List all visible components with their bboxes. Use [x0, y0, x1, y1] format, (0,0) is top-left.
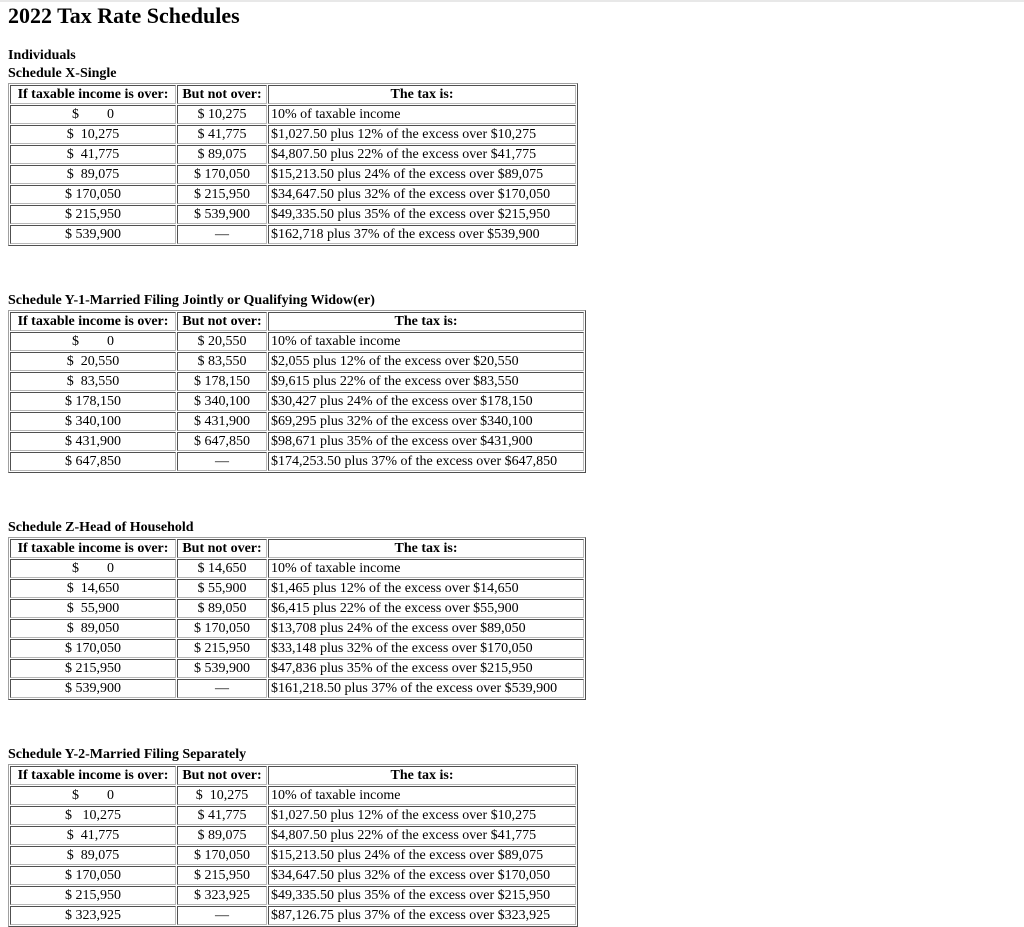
table-row: [10, 185, 576, 204]
table-row: [10, 659, 584, 678]
income-over-cell: $ 0: [10, 332, 176, 351]
top-divider: [0, 0, 1024, 2]
table-row: [10, 352, 584, 371]
income-not-over-cell: $ 647,850: [177, 432, 267, 451]
tax-formula-cell: 10% of taxable income: [268, 105, 576, 124]
income-over-cell: $ 20,550: [10, 352, 176, 371]
income-not-over-cell: $ 323,925: [177, 886, 267, 905]
tax-formula-cell: $33,148 plus 32% of the excess over $170,050: [268, 639, 584, 658]
income-over-cell: $ 647,850: [10, 452, 176, 471]
income-not-over-cell: $ 539,900: [177, 205, 267, 224]
table-row: [10, 125, 576, 144]
col-header-not-over: But not over:: [177, 312, 267, 331]
income-over-cell: $ 41,775: [10, 145, 176, 164]
table-row: [10, 579, 584, 598]
table-row: [10, 105, 576, 124]
table-row: [10, 906, 576, 925]
tax-formula-cell: $87,126.75 plus 37% of the excess over $323,925: [268, 906, 576, 925]
col-header-tax: The tax is:: [268, 539, 584, 558]
header-row: [10, 85, 576, 104]
schedule-x-table: [8, 83, 578, 246]
table-row: [10, 225, 576, 244]
income-not-over-cell: $ 89,050: [177, 599, 267, 618]
table-row: [10, 432, 584, 451]
income-over-cell: $ 0: [10, 105, 176, 124]
tax-formula-cell: $162,718 plus 37% of the excess over $539,900: [268, 225, 576, 244]
table-row: [10, 679, 584, 698]
col-header-over: If taxable income is over:: [10, 312, 176, 331]
income-not-over-cell: $ 170,050: [177, 165, 267, 184]
income-over-cell: $ 0: [10, 786, 176, 805]
header-row: [10, 312, 584, 331]
tax-formula-cell: $161,218.50 plus 37% of the excess over $539,900: [268, 679, 584, 698]
income-not-over-cell: $ 55,900: [177, 579, 267, 598]
income-not-over-cell: $ 20,550: [177, 332, 267, 351]
tax-formula-cell: $69,295 plus 32% of the excess over $340,100: [268, 412, 584, 431]
schedule-y1-table: [8, 310, 586, 473]
schedule-y2-table: [8, 764, 578, 927]
table-row: [10, 846, 576, 865]
income-over-cell: $ 340,100: [10, 412, 176, 431]
income-over-cell: $ 0: [10, 559, 176, 578]
tax-formula-cell: $1,465 plus 12% of the excess over $14,650: [268, 579, 584, 598]
tax-formula-cell: $1,027.50 plus 12% of the excess over $10,275: [268, 125, 576, 144]
col-header-not-over: But not over:: [177, 766, 267, 785]
income-not-over-cell: —: [177, 679, 267, 698]
income-not-over-cell: $ 431,900: [177, 412, 267, 431]
table-row: [10, 392, 584, 411]
income-not-over-cell: $ 178,150: [177, 372, 267, 391]
income-not-over-cell: —: [177, 225, 267, 244]
income-not-over-cell: $ 340,100: [177, 392, 267, 411]
income-over-cell: $ 215,950: [10, 659, 176, 678]
income-not-over-cell: $ 83,550: [177, 352, 267, 371]
income-over-cell: $ 83,550: [10, 372, 176, 391]
tax-formula-cell: 10% of taxable income: [268, 332, 584, 351]
table-row: [10, 145, 576, 164]
income-not-over-cell: $ 170,050: [177, 846, 267, 865]
tax-formula-cell: $174,253.50 plus 37% of the excess over $647,850: [268, 452, 584, 471]
tax-formula-cell: $34,647.50 plus 32% of the excess over $170,050: [268, 185, 576, 204]
income-not-over-cell: —: [177, 906, 267, 925]
income-not-over-cell: $ 41,775: [177, 125, 267, 144]
col-header-over: If taxable income is over:: [10, 539, 176, 558]
table-row: [10, 205, 576, 224]
income-over-cell: $ 178,150: [10, 392, 176, 411]
tax-formula-cell: $4,807.50 plus 22% of the excess over $41,775: [268, 145, 576, 164]
group-label: Individuals: [8, 48, 76, 63]
tax-formula-cell: $13,708 plus 24% of the excess over $89,050: [268, 619, 584, 638]
income-over-cell: $ 323,925: [10, 906, 176, 925]
income-not-over-cell: $ 215,950: [177, 866, 267, 885]
income-over-cell: $ 170,050: [10, 866, 176, 885]
income-over-cell: $ 10,275: [10, 806, 176, 825]
tax-formula-cell: $15,213.50 plus 24% of the excess over $89,075: [268, 846, 576, 865]
income-over-cell: $ 10,275: [10, 125, 176, 144]
tax-formula-cell: $1,027.50 plus 12% of the excess over $10,275: [268, 806, 576, 825]
income-not-over-cell: $ 215,950: [177, 185, 267, 204]
col-header-not-over: But not over:: [177, 539, 267, 558]
tax-formula-cell: 10% of taxable income: [268, 786, 576, 805]
income-not-over-cell: $ 89,075: [177, 826, 267, 845]
header-row: [10, 539, 584, 558]
income-over-cell: $ 89,075: [10, 846, 176, 865]
income-not-over-cell: $ 10,275: [177, 105, 267, 124]
page-title: 2022 Tax Rate Schedules: [8, 3, 240, 28]
tax-formula-cell: $47,836 plus 35% of the excess over $215,950: [268, 659, 584, 678]
income-not-over-cell: $ 41,775: [177, 806, 267, 825]
income-over-cell: $ 170,050: [10, 185, 176, 204]
table-row: [10, 826, 576, 845]
income-over-cell: $ 431,900: [10, 432, 176, 451]
schedule-title: Schedule Z-Head of Household: [8, 520, 194, 535]
col-header-tax: The tax is:: [268, 312, 584, 331]
table-row: [10, 412, 584, 431]
schedule-y2-section: [8, 746, 578, 927]
income-not-over-cell: —: [177, 452, 267, 471]
schedule-y1-section: [8, 292, 586, 473]
tax-formula-cell: $49,335.50 plus 35% of the excess over $215,950: [268, 886, 576, 905]
table-row: [10, 559, 584, 578]
col-header-over: If taxable income is over:: [10, 85, 176, 104]
income-over-cell: $ 215,950: [10, 205, 176, 224]
tax-formula-cell: 10% of taxable income: [268, 559, 584, 578]
table-row: [10, 806, 576, 825]
table-row: [10, 619, 584, 638]
col-header-not-over: But not over:: [177, 85, 267, 104]
header-row: [10, 766, 576, 785]
schedule-title: Schedule Y-1-Married Filing Jointly or Qualifying Widow(er): [8, 293, 375, 308]
table-row: [10, 639, 584, 658]
table-row: [10, 866, 576, 885]
tax-formula-cell: $15,213.50 plus 24% of the excess over $89,075: [268, 165, 576, 184]
table-row: [10, 165, 576, 184]
income-over-cell: $ 539,900: [10, 679, 176, 698]
tax-formula-cell: $49,335.50 plus 35% of the excess over $215,950: [268, 205, 576, 224]
table-row: [10, 786, 576, 805]
col-header-tax: The tax is:: [268, 766, 576, 785]
tax-formula-cell: $30,427 plus 24% of the excess over $178,150: [268, 392, 584, 411]
income-over-cell: $ 539,900: [10, 225, 176, 244]
income-over-cell: $ 89,050: [10, 619, 176, 638]
tax-formula-cell: $34,647.50 plus 32% of the excess over $170,050: [268, 866, 576, 885]
schedule-z-table: [8, 537, 586, 700]
income-over-cell: $ 41,775: [10, 826, 176, 845]
tax-formula-cell: $4,807.50 plus 22% of the excess over $41,775: [268, 826, 576, 845]
tax-formula-cell: $6,415 plus 22% of the excess over $55,900: [268, 599, 584, 618]
col-header-over: If taxable income is over:: [10, 766, 176, 785]
schedule-z-section: [8, 519, 586, 700]
income-not-over-cell: $ 10,275: [177, 786, 267, 805]
table-row: [10, 372, 584, 391]
income-not-over-cell: $ 170,050: [177, 619, 267, 638]
income-not-over-cell: $ 14,650: [177, 559, 267, 578]
tax-formula-cell: $2,055 plus 12% of the excess over $20,550: [268, 352, 584, 371]
income-not-over-cell: $ 539,900: [177, 659, 267, 678]
table-row: [10, 452, 584, 471]
schedule-x-section: [8, 47, 578, 246]
table-row: [10, 886, 576, 905]
income-over-cell: $ 89,075: [10, 165, 176, 184]
income-over-cell: $ 170,050: [10, 639, 176, 658]
schedule-title: Schedule Y-2-Married Filing Separately: [8, 747, 247, 762]
schedule-title: Schedule X-Single: [8, 66, 117, 81]
table-row: [10, 332, 584, 351]
tax-formula-cell: $9,615 plus 22% of the excess over $83,550: [268, 372, 584, 391]
income-over-cell: $ 215,950: [10, 886, 176, 905]
tax-formula-cell: $98,671 plus 35% of the excess over $431,900: [268, 432, 584, 451]
income-over-cell: $ 14,650: [10, 579, 176, 598]
income-over-cell: $ 55,900: [10, 599, 176, 618]
income-not-over-cell: $ 89,075: [177, 145, 267, 164]
income-not-over-cell: $ 215,950: [177, 639, 267, 658]
table-row: [10, 599, 584, 618]
col-header-tax: The tax is:: [268, 85, 576, 104]
